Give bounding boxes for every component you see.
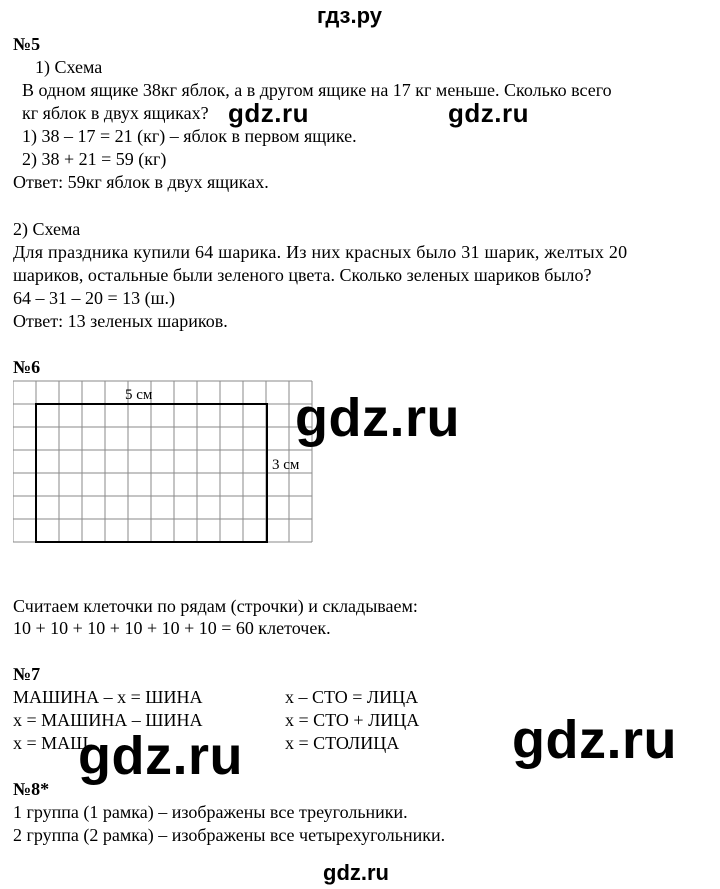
rect-width-label: 5 см bbox=[125, 387, 153, 403]
task7-right-line2: х = СТО + ЛИЦА bbox=[285, 710, 420, 730]
task7-left-line2: х = МАШИНА – ШИНА bbox=[13, 710, 203, 730]
watermark: gdz.ru bbox=[78, 726, 243, 786]
watermark: gdz.ru bbox=[295, 388, 460, 448]
rect-height-label: 3 см bbox=[272, 457, 300, 473]
task6-number: №6 bbox=[13, 357, 41, 377]
task6-text-line2: 10 + 10 + 10 + 10 + 10 + 10 = 60 клеточек. bbox=[13, 618, 331, 638]
task5-part1-problem-line1: В одном ящике 38кг яблок, а в другом ящике на 17 кг меньше. Сколько всего bbox=[22, 80, 612, 100]
task6-text-line1: Считаем клеточки по рядам (строчки) и складываем: bbox=[13, 596, 418, 616]
task7-number: №7 bbox=[13, 664, 41, 684]
watermark: gdz.ru bbox=[512, 710, 677, 770]
task5-part1-step1: 1) 38 – 17 = 21 (кг) – яблок в первом ящике. bbox=[22, 126, 357, 146]
watermark: gdz.ru bbox=[228, 98, 309, 128]
grid-drawing bbox=[13, 377, 323, 557]
task8-line1: 1 группа (1 рамка) – изображены все треугольники. bbox=[13, 802, 408, 822]
task5-part2-calc: 64 – 31 – 20 = 13 (ш.) bbox=[13, 288, 175, 308]
task8-number: №8* bbox=[13, 779, 50, 799]
task5-part1-step2: 2) 38 + 21 = 59 (кг) bbox=[22, 149, 167, 169]
task8-line2: 2 группа (2 рамка) – изображены все четырехугольники. bbox=[13, 825, 446, 845]
task5-part2-answer: Ответ: 13 зеленых шариков. bbox=[13, 311, 228, 331]
task5-part1-schema: 1) Схема bbox=[35, 57, 103, 77]
task5-part2-problem-line1: Для праздника купили 64 шарика. Из них красных было 31 шарик, желтых 20 bbox=[13, 242, 628, 262]
watermark: gdz.ru bbox=[448, 98, 529, 128]
task7-right-line3: х = СТОЛИЦА bbox=[285, 733, 400, 753]
site-header: гдз.ру bbox=[317, 3, 382, 28]
task5-part1-problem-line2: кг яблок в двух ящиках? bbox=[22, 103, 209, 123]
task5-part2-schema: 2) Схема bbox=[13, 219, 81, 239]
task5-part2-problem-line2: шариков, остальные были зеленого цвета. Сколько зеленых шариков было? bbox=[13, 265, 592, 285]
site-footer: gdz.ru bbox=[323, 860, 389, 885]
task5-number: №5 bbox=[13, 34, 41, 54]
task7-right-line1: х – СТО = ЛИЦА bbox=[285, 687, 419, 707]
task7-left-line1: МАШИНА – х = ШИНА bbox=[13, 687, 203, 707]
task5-part1-answer: Ответ: 59кг яблок в двух ящиках. bbox=[13, 172, 269, 192]
task7-left-line3: х = МАШ bbox=[13, 733, 89, 753]
